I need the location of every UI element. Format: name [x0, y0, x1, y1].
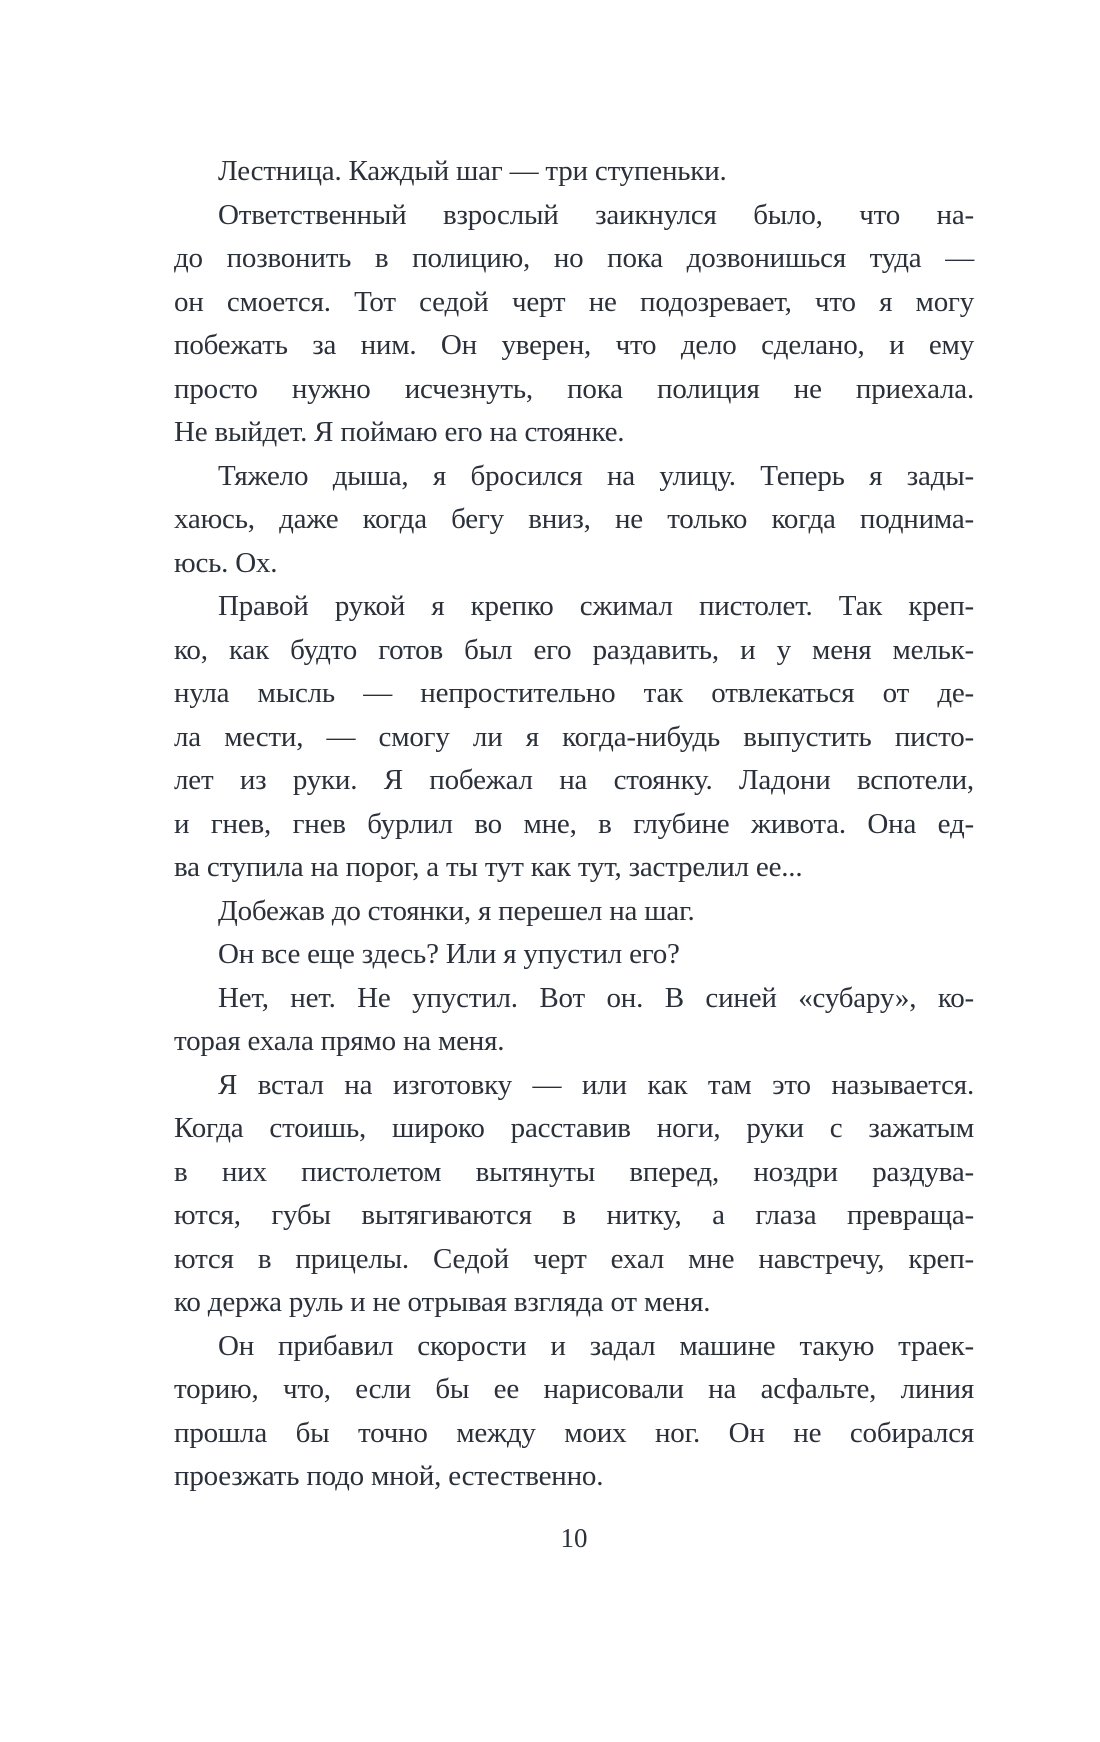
paragraph: [174, 150, 974, 194]
text-line: прошла бы точно между моих ног. Он не собирался: [174, 1416, 974, 1449]
text-line: ко, как будто готов был его раздавить, и у меня мельк-: [174, 633, 974, 666]
text-line: он смоется. Тот седой черт не подозревает, что я могу: [174, 285, 974, 318]
text-line: побежать за ним. Он уверен, что дело сделано, и ему: [174, 329, 974, 361]
text-line: Когда стоишь, широко расставив ноги, руки с зажатым: [174, 1112, 974, 1144]
page-text: [174, 150, 974, 1499]
text-line: ла мести, — смогу ли я когда-нибудь выпустить писто-: [174, 720, 974, 753]
paragraph: [174, 194, 974, 455]
paragraph: [174, 455, 974, 586]
text-line: проезжать подо мной, естественно.: [174, 1460, 604, 1492]
paragraph: [174, 933, 974, 977]
text-line: в них пистолетом вытянуты вперед, ноздри раздува-: [174, 1155, 974, 1188]
text-line: торию, что, если бы ее нарисовали на асфальте, линия: [174, 1373, 974, 1405]
paragraph: [174, 585, 974, 890]
text-line: торая ехала прямо на меня.: [174, 1025, 505, 1057]
text-line: Нет, нет. Не упустил. Вот он. В синей «субару», ко-: [218, 981, 974, 1014]
text-line: и гнев, гнев бурлил во мне, в глубине живота. Она ед-: [174, 807, 974, 840]
text-line: Я встал на изготовку — или как там это называется.: [218, 1068, 974, 1101]
text-line: хаюсь, даже когда бегу вниз, не только когда поднима-: [174, 503, 974, 535]
text-line: Лестница. Каждый шаг — три ступеньки.: [218, 155, 727, 187]
text-line: Тяжело дыша, я бросился на улицу. Теперь я зады-: [218, 459, 974, 492]
text-line: Ответственный взрослый заикнулся было, что на-: [218, 198, 974, 231]
paragraph: [174, 890, 974, 934]
text-line: до позвонить в полицию, но пока дозвонишься туда —: [174, 242, 974, 274]
text-line: Он прибавил скорости и задал машине такую траек-: [218, 1329, 974, 1362]
page-number: 10: [560, 1523, 588, 1553]
text-line: Не выйдет. Я поймаю его на стоянке.: [174, 416, 625, 448]
paragraph: [174, 1325, 974, 1499]
text-line: Добежав до стоянки, я перешел на шаг.: [218, 894, 695, 927]
text-line: юсь. Ох.: [174, 546, 278, 579]
paragraph: [174, 1064, 974, 1325]
text-line: нула мысль — непростительно так отвлекаться от де-: [174, 677, 974, 709]
text-line: ются, губы вытягиваются в нитку, а глаза превраща-: [174, 1199, 974, 1231]
text-line: Правой рукой я крепко сжимал пистолет. Так креп-: [218, 590, 974, 622]
text-line: ва ступила на порог, а ты тут как тут, застрелил ее...: [174, 851, 803, 883]
text-line: ко держа руль и не отрывая взгляда от меня.: [174, 1286, 711, 1318]
text-line: просто нужно исчезнуть, пока полиция не приехала.: [174, 372, 974, 405]
text-line: Он все еще здесь? Или я упустил его?: [218, 938, 680, 970]
text-line: ются в прицелы. Седой черт ехал мне навстречу, креп-: [174, 1242, 974, 1275]
text-line: лет из руки. Я побежал на стоянку. Ладони вспотели,: [174, 764, 974, 796]
paragraph: [174, 977, 974, 1064]
